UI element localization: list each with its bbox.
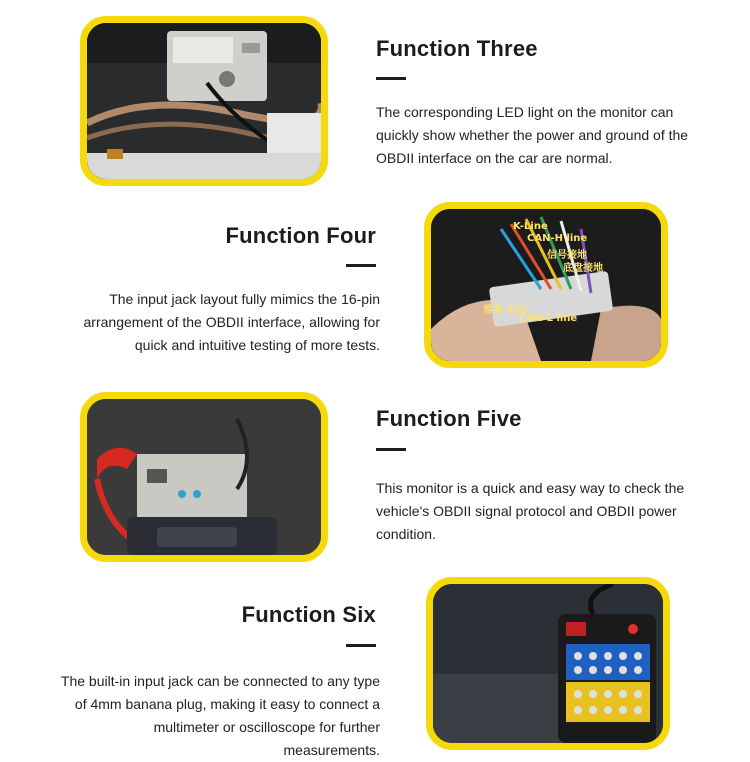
title-underline xyxy=(346,264,376,267)
monitor-device-photo xyxy=(426,577,670,750)
title-underline xyxy=(376,77,406,80)
caption-k-line: K-Line xyxy=(513,221,548,232)
battery-clamp-photo xyxy=(80,392,328,562)
function-four-section xyxy=(0,190,750,380)
section-title: Function Three xyxy=(376,36,538,61)
caption-can-l-line: CAN-L line xyxy=(519,313,578,324)
function-five-section xyxy=(0,380,750,570)
caption-can-h-line: CAN-H line xyxy=(527,233,588,244)
caption-chassis-ground: 底盘接地 xyxy=(563,263,603,274)
battery-clamp-illustration xyxy=(87,399,321,555)
function-three-section xyxy=(0,0,750,190)
caption-signal-ground: 信号接地 xyxy=(547,250,587,261)
section-description: This monitor is a quick and easy way to check the vehicle's OBDII signal protocol and OBDII power condition. xyxy=(376,480,685,542)
section-description: The corresponding LED light on the monitor can quickly show whether the power and ground of the OBDII interface on the car are normal. xyxy=(376,104,689,166)
section-title: Function Six xyxy=(241,602,376,627)
section-title: Function Four xyxy=(225,223,376,248)
section-description: The built-in input jack can be connected to any type of 4mm banana plug, making it easy to connect a multimeter or oscilloscope for further measurements. xyxy=(60,673,380,758)
obd-connector-photo xyxy=(424,202,668,368)
section-description: The input jack layout fully mimics the 16-pin arrangement of the OBDII interface, allowing for quick and intuitive testing of more tests. xyxy=(83,291,380,353)
function-six-section xyxy=(0,570,750,758)
caption-battery-12v: 常电 12V xyxy=(483,305,529,316)
section-title: Function Five xyxy=(376,406,522,431)
title-underline xyxy=(346,644,376,647)
engine-bay-battery-photo xyxy=(80,16,328,186)
title-underline xyxy=(376,448,406,451)
engine-bay-illustration xyxy=(87,23,321,179)
monitor-device-illustration xyxy=(433,584,663,743)
